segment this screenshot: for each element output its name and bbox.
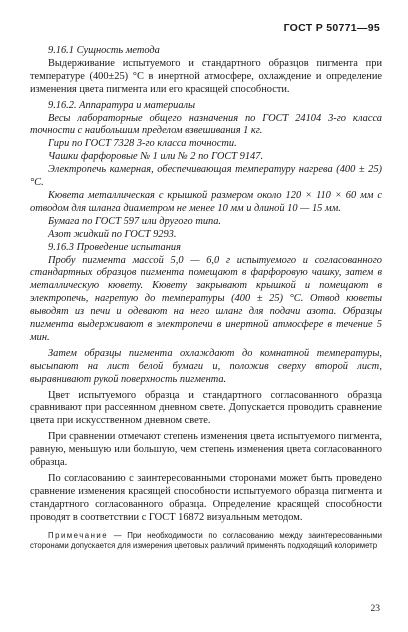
paragraph-paper: Бумага по ГОСТ 597 или другого типа. xyxy=(48,215,222,227)
paragraph-nitrogen: Азот жидкий по ГОСТ 9293. xyxy=(48,228,177,240)
paragraph-essence: Выдерживание испытуемого и стандартного образцов пигмента при температуре (400±25) °С в инертной атмосфере, охлаждение и определение изменения цвета пигмента или его красящей способности. xyxy=(30,57,382,95)
paragraph-color-comparison: Цвет испытуемого образца и стандартного согласованного образца сравнивают при рассеянном дневном свете. Допускается проводить сравнение цвета при искусственном дневном свете. xyxy=(30,389,382,427)
paragraph-scales: Весы лабораторные общего назначения по ГОСТ 24104 3-го класса точности с наибольшим пределом взвешивания 1 кг. xyxy=(30,112,382,137)
paragraph-tinting-strength: По согласованию с заинтересованными сторонами может быть проведено сравнение изменения красящей способности испытуемого образца пигмента и стандартного согласованного образца. Определение красящей способности проводят в соответствии с ГОСТ 16872 визуальным методом. xyxy=(30,473,382,523)
paragraph-cooling: Затем образцы пигмента охлаждают до комнатной температуры, высыпают на лист белой бумаги и, положив сверху второй лист, выравнивают рукой поверхность пигмента. xyxy=(30,347,382,385)
section-heading-essence: 9.16.1 Сущность метода xyxy=(48,45,160,56)
paragraph-weights: Гири по ГОСТ 7328 3-го класса точности. xyxy=(48,138,237,150)
paragraph-procedure: Пробу пигмента массой 5,0 — 6,0 г испытуемого и согласованного стандартных образцов пигмента помещают в фарфоровую чашку, затем в металлическую кювету. Кювету закрывают крышкой и помещают в электропечь, нагретую до температуры (400 ± 25) °С. Отвод кюветы выводят из печи и одевают на него шланг для подачи азота. Образцы пигмента выдерживают в электропечи в инертной атмосфере в течение 5 мин. xyxy=(30,254,382,343)
paragraph-dishes: Чашки фарфоровые № 1 или № 2 по ГОСТ 9147. xyxy=(48,151,264,163)
paragraph-cuvette: Кювета металлическая с крышкой размером около 120 × 110 × 60 мм с отводом для шланга диаметром не менее 10 мм и длиной 10 — 15 мм. xyxy=(30,189,382,214)
section-heading-equipment: 9.16.2. Аппаратура и материалы xyxy=(48,99,196,111)
paragraph-furnace: Электропечь камерная, обеспечивающая температуру нагрева (400 ± 25) °С. xyxy=(30,164,382,189)
document-body xyxy=(30,45,382,558)
page-number: 23 xyxy=(370,604,380,614)
paragraph-degree-of-change: При сравнении отмечают степень изменения цвета испытуемого пигмента, равную, меньшую или большую, чем степень изменения цвета согласованного образца. xyxy=(30,431,382,469)
footnote-label: Примечание xyxy=(48,530,109,540)
footnote xyxy=(30,531,382,551)
standard-header: ГОСТ Р 50771—95 xyxy=(283,22,380,34)
footnote-text: — При необходимости по согласованию между заинтересованными сторонами допускается для измерения цветовых различий применять подходящий колориметр xyxy=(30,530,382,550)
section-heading-procedure: 9.16.3 Проведение испытания xyxy=(48,241,181,253)
